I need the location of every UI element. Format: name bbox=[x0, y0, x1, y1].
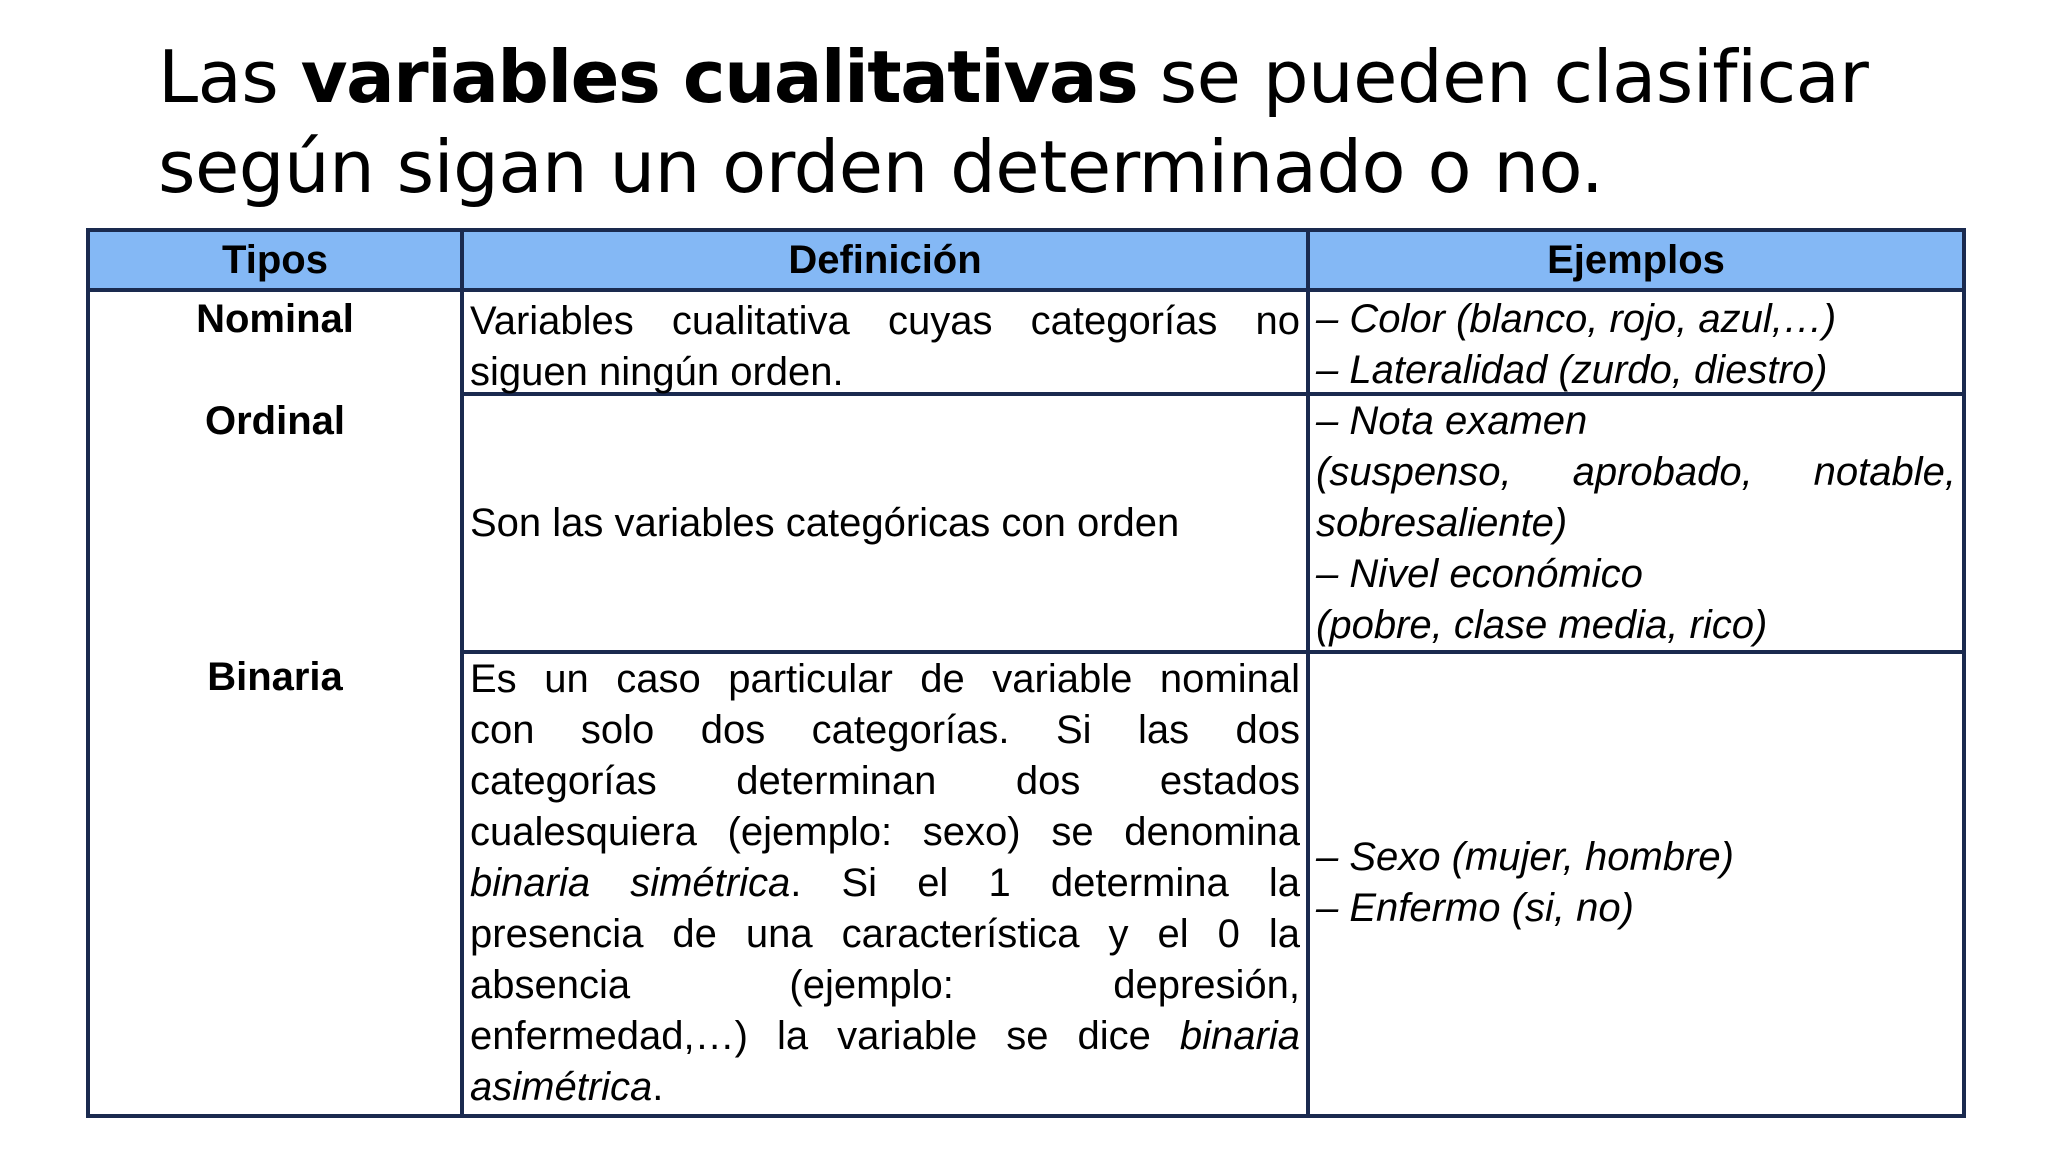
examples-binaria bbox=[1316, 832, 1956, 934]
definition-line: presencia de una característica y el 0 la bbox=[470, 912, 1300, 956]
term-binaria-simetrica: binaria simétrica bbox=[470, 861, 791, 905]
term-asimetrica: asimétrica bbox=[470, 1065, 653, 1109]
title-part-1: Las bbox=[158, 35, 301, 119]
term-binaria: binaria bbox=[1179, 1014, 1300, 1058]
definition-line bbox=[470, 858, 1300, 909]
example-item: sobresaliente) bbox=[1316, 501, 1568, 545]
example-item: – Color (blanco, rojo, azul,…) bbox=[1316, 297, 1837, 341]
type-binaria: Binaria bbox=[207, 655, 343, 699]
example-item: – Nivel económico bbox=[1316, 552, 1643, 596]
example-item: – Lateralidad (zurdo, diestro) bbox=[1316, 348, 1828, 392]
column-divider-1 bbox=[460, 232, 464, 1118]
example-item: – Enfermo (si, no) bbox=[1316, 886, 1634, 930]
definition-line: absencia (ejemplo: depresión, bbox=[470, 963, 1300, 1007]
slide-title bbox=[158, 32, 1988, 212]
definition-line: con solo dos categorías. Si las dos bbox=[470, 708, 1300, 752]
example-item: – Nota examen bbox=[1316, 399, 1588, 443]
definition-line bbox=[470, 1062, 1300, 1113]
definition-binaria bbox=[470, 654, 1300, 1113]
definition-text: enfermedad,…) la variable se dice bbox=[470, 1014, 1180, 1058]
classification-table bbox=[86, 228, 1966, 1118]
header-ejemplos: Ejemplos bbox=[1547, 238, 1725, 282]
definition-line: cualesquiera (ejemplo: sexo) se denomina bbox=[470, 810, 1300, 854]
header-tipos: Tipos bbox=[222, 238, 328, 282]
definition-ordinal: Son las variables categóricas con orden bbox=[470, 501, 1180, 545]
definition-line: Es un caso particular de variable nominal bbox=[470, 657, 1300, 701]
example-item: (pobre, clase media, rico) bbox=[1316, 603, 1768, 647]
type-nominal: Nominal bbox=[196, 297, 354, 341]
column-divider-2 bbox=[1306, 232, 1310, 1118]
definition-line: categorías determinan dos estados bbox=[470, 759, 1300, 803]
definition-text: . bbox=[652, 1065, 664, 1109]
header-divider bbox=[90, 288, 1962, 292]
example-item: – Sexo (mujer, hombre) bbox=[1316, 835, 1734, 879]
header-definicion: Definición bbox=[788, 238, 982, 282]
definition-line bbox=[470, 1011, 1300, 1062]
title-bold-term: variables cualitativas bbox=[300, 35, 1138, 119]
title-part-2: se pueden clasificar según sigan un orden determinado o no. bbox=[158, 35, 1869, 209]
type-ordinal: Ordinal bbox=[204, 399, 346, 443]
definition-nominal: Variables cualitativa cuyas categorías no siguen ningún orden. bbox=[470, 299, 1300, 394]
definition-text: . Si el 1 determina la bbox=[790, 861, 1300, 905]
example-item: (suspenso, aprobado, notable, bbox=[1316, 450, 1956, 494]
examples-ordinal bbox=[1316, 396, 1956, 651]
examples-nominal bbox=[1316, 294, 1956, 396]
